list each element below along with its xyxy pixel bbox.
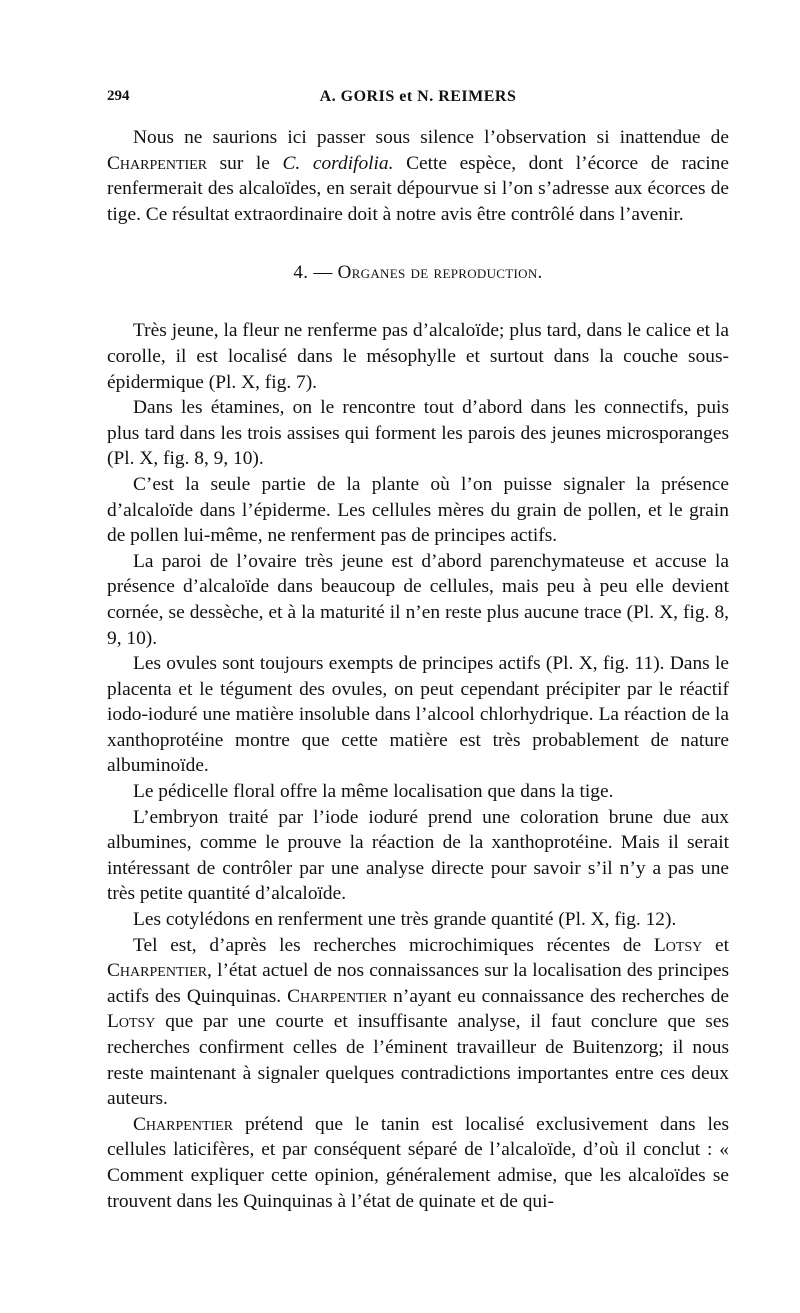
text-run: , l’état actuel de nos connaissances sur la localisation des principes actifs des Quinquinas. xyxy=(107,960,729,1007)
text-run: sur le xyxy=(207,152,283,174)
text-run: n’ayant eu connaissance des recherches de xyxy=(387,985,729,1007)
paragraph-epidermis: C’est la seule partie de la plante où l’on puisse signaler la présence d’alcaloïde dans l’épiderme. Les cellules mères du grain de pollen, et le grain de pollen lui-même, ne renferment pas de principes actifs. xyxy=(107,473,729,547)
author-name: Charpentier xyxy=(107,960,208,982)
text-run: Tel est, d’après les recherches microchimiques récentes de xyxy=(133,934,654,956)
author-name: Charpentier xyxy=(107,152,208,174)
species-name: C. cordifolia. xyxy=(282,152,394,174)
section-title: Organes de reproduction. xyxy=(337,262,543,284)
paragraph-tannin xyxy=(107,1112,729,1214)
book-page xyxy=(107,88,729,1214)
paragraph-cotyledons: Les cotylédons en renferment une très grande quantité (Pl. X, fig. 12). xyxy=(133,909,677,931)
paragraph-ovary: La paroi de l’ovaire très jeune est d’abord parenchymateuse et accuse la présence d’alcaloïde dans beaucoup de cellules, mais peu à peu elle devient cornée, se dessèche, et à la maturité il n’en reste plus aucune trace (Pl. X, fig. 8, 9, 10). xyxy=(107,550,729,649)
author-name: Charpentier xyxy=(133,1113,234,1135)
author-name: Charpentier xyxy=(287,985,388,1007)
text-run: Cette espèce, dont l’écorce de racine renfermerait des alcaloïdes, en serait dépourvue si l’on s’adresse aux écorces de tige. Ce résultat extraordinaire doit à notre avis être contrôlé dans l’avenir. xyxy=(107,152,729,225)
paragraph-research-summary xyxy=(107,933,729,1112)
running-head: A. GORIS et N. REIMERS xyxy=(319,88,517,105)
page-number: 294 xyxy=(107,88,130,104)
author-name: Lotsy xyxy=(653,934,703,956)
text-run: Nous ne saurions ici passer sous silence l’observation si inattendue de xyxy=(133,127,729,148)
paragraph-embryo: L’embryon traité par l’iode ioduré prend une coloration brune due aux albumines, comme le prouve la réaction de la xanthoprotéine. Mais il serait intéressant de contrôler par une analyse directe pour savoir s’il n’y a pas une très petite quantité d’alcaloïde. xyxy=(107,806,729,905)
author-name: Lotsy xyxy=(107,1011,156,1033)
section-number: 4. — xyxy=(293,262,338,284)
section-heading xyxy=(107,262,729,284)
paragraph-flower: Très jeune, la fleur ne renferme pas d’alcaloïde; plus tard, dans le calice et la corolle, il est localisé dans le mésophylle et surtout dans la couche sous-épidermique (Pl. X, fig. 7). xyxy=(107,320,729,393)
paragraph-ovules: Les ovules sont toujours exempts de principes actifs (Pl. X, fig. 11). Dans le placenta et le tégument des ovules, on peut cependant précipiter par le réactif iodo-ioduré une matière insoluble dans l’alcool chlorhydrique. La réaction de la xanthoprotéine montre que cette matière est très probablement de nature albuminoïde. xyxy=(107,653,729,777)
paragraph-stamens: Dans les étamines, on le rencontre tout d’abord dans les connectifs, puis plus tard dans les trois assises qui forment les parois des jeunes microsporanges (Pl. X, fig. 8, 9, 10). xyxy=(107,397,729,470)
paragraph-pedicel: Le pédicelle floral offre la même localisation que dans la tige. xyxy=(133,781,614,803)
page-header xyxy=(107,88,729,118)
text-run: que par une courte et insuffisante analyse, il faut conclure que ses recherches confirment celles de l’éminent travailleur de Buitenzorg; il nous reste maintenant à signaler quelques contradictions importantes entre ces deux auteurs. xyxy=(107,1011,729,1110)
intro-paragraph xyxy=(107,125,729,227)
text-run: prétend que le tanin est localisé exclusivement dans les cellules laticifères, et par conséquent séparé de l’alcaloïde, d’où il conclut : « Comment expliquer cette opinion, généralement admise, que les alcaloïdes se trouvent dans les Quinquinas à l’état de quinate et de qui- xyxy=(107,1113,729,1212)
text-run: et xyxy=(702,934,729,956)
